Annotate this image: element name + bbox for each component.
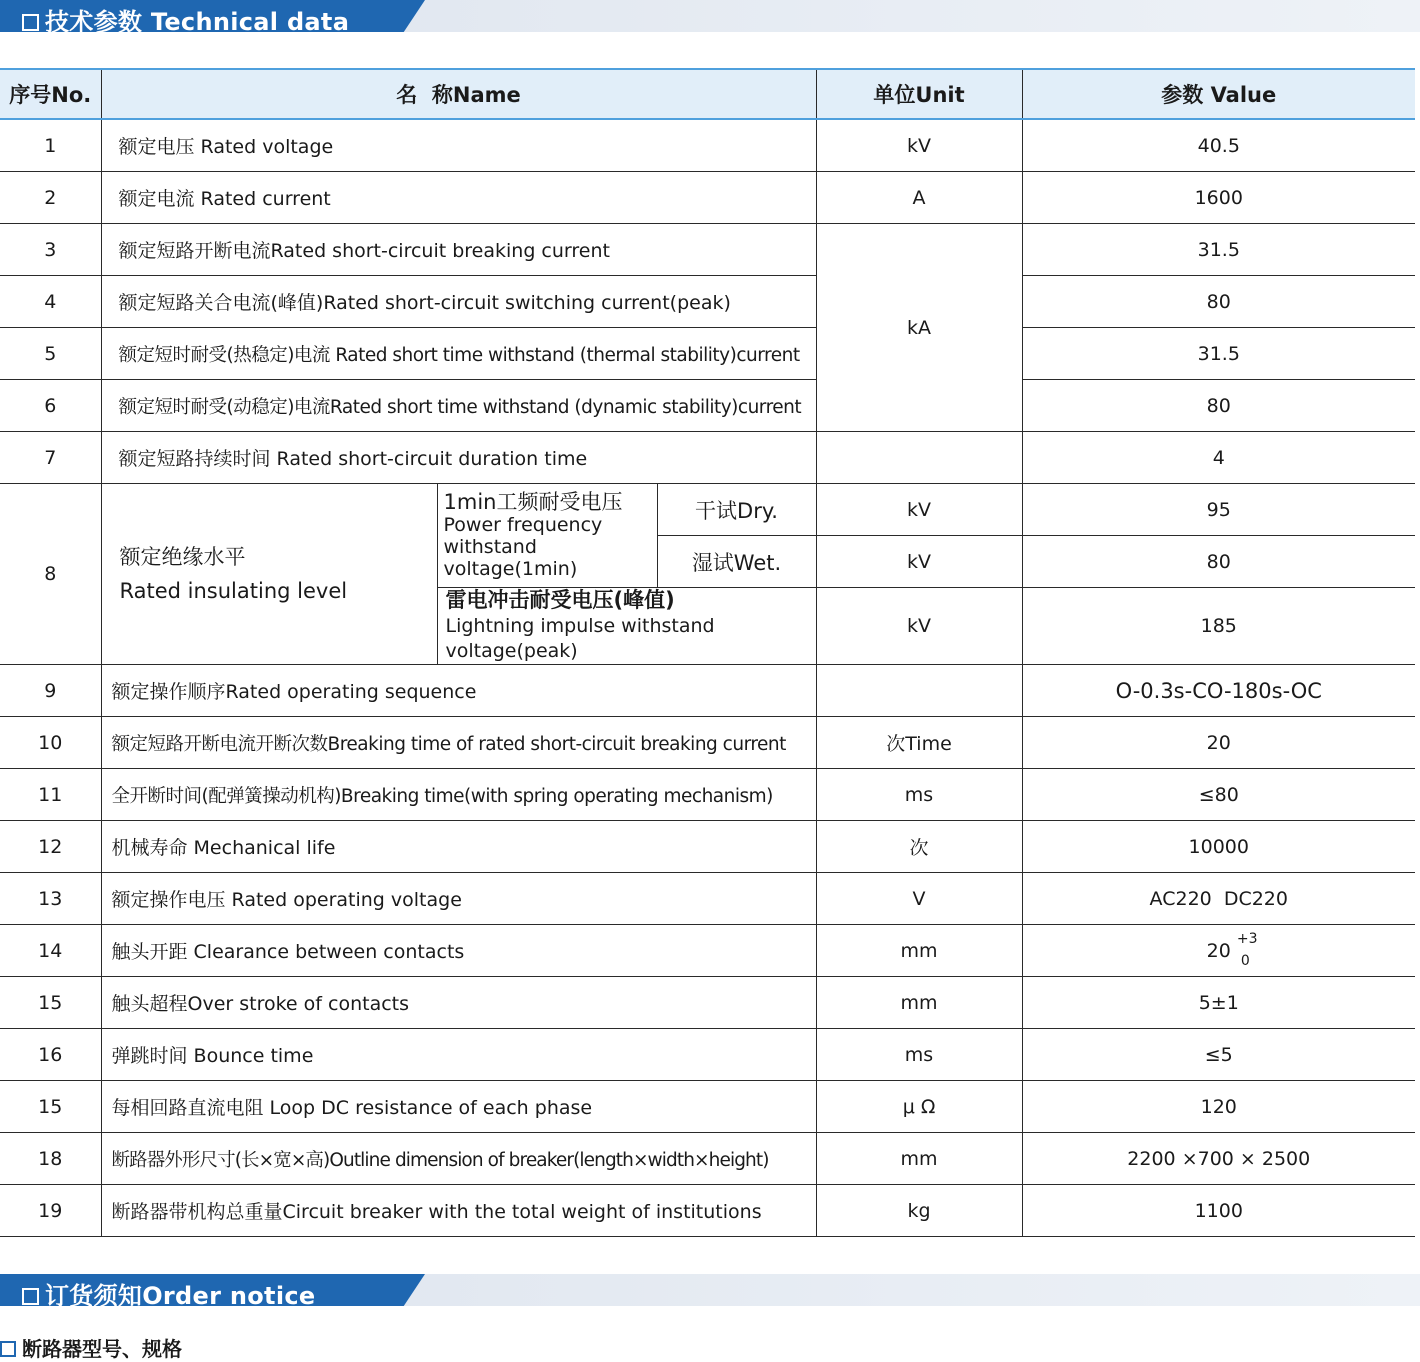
- row-name: 机械寿命 Mechanical life: [101, 821, 816, 873]
- tolerance-lower: 0: [1240, 952, 1250, 969]
- row-unit: kV: [816, 588, 1022, 665]
- row-name: 额定操作电压 Rated operating voltage: [101, 873, 816, 925]
- order-item-model: [0, 1333, 182, 1362]
- lightning-impulse-cn: 雷电冲击耐受电压(峰值): [445, 588, 675, 612]
- row-no: 4: [0, 276, 101, 328]
- table-row: [0, 380, 1415, 432]
- row-name: 额定短路开断电流Rated short-circuit breaking current: [101, 224, 816, 276]
- table-row: [0, 172, 1415, 224]
- row-no: 15: [0, 1081, 101, 1133]
- header-unit: 单位Unit: [816, 69, 1022, 119]
- row-value: 40.5: [1022, 119, 1415, 172]
- row-value: O-0.3s-CO-180s-OC: [1022, 665, 1415, 717]
- checkbox-icon: [0, 1341, 16, 1357]
- row-value: 80: [1022, 536, 1415, 588]
- row-no: 10: [0, 717, 101, 769]
- order-notice-header: [0, 1274, 1420, 1310]
- power-frequency-cell: [437, 484, 657, 588]
- row-unit: kV: [816, 536, 1022, 588]
- row-unit: [816, 665, 1022, 717]
- table-row: [0, 1185, 1415, 1237]
- checkbox-icon: [22, 1288, 39, 1305]
- wet-test-label: 湿试Wet.: [657, 536, 816, 588]
- insulating-level-cn: 额定绝缘水平: [119, 545, 246, 569]
- row-no: 8: [0, 484, 101, 665]
- lightning-impulse-cell: [437, 588, 816, 665]
- row-no: 19: [0, 1185, 101, 1237]
- row-unit: mm: [816, 925, 1022, 977]
- header-name: 名 称Name: [101, 69, 816, 119]
- insulating-level-title: [101, 484, 437, 665]
- row-no: 12: [0, 821, 101, 873]
- row-value: 185: [1022, 588, 1415, 665]
- row-unit: ms: [816, 1029, 1022, 1081]
- row-value: 31.5: [1022, 224, 1415, 276]
- row-no: 7: [0, 432, 101, 484]
- row-unit: kV: [816, 484, 1022, 536]
- insulating-level-en: Rated insulating level: [119, 579, 348, 603]
- row-unit: ms: [816, 769, 1022, 821]
- row-value: 80: [1022, 276, 1415, 328]
- table-header-row: [0, 69, 1415, 119]
- dry-test-label: 干试Dry.: [657, 484, 816, 536]
- row-name: 弹跳时间 Bounce time: [101, 1029, 816, 1081]
- row-no: 9: [0, 665, 101, 717]
- row-name: 额定操作顺序Rated operating sequence: [101, 665, 816, 717]
- row-unit: V: [816, 873, 1022, 925]
- row-unit: μ Ω: [816, 1081, 1022, 1133]
- table-row: [0, 665, 1415, 717]
- table-row: [0, 276, 1415, 328]
- row-unit: mm: [816, 1133, 1022, 1185]
- table-row: [0, 769, 1415, 821]
- row-value: [1022, 925, 1415, 977]
- row-value: 4: [1022, 432, 1415, 484]
- tolerance-value: [1206, 930, 1258, 969]
- row-name: 额定电流 Rated current: [101, 172, 816, 224]
- row-no: 14: [0, 925, 101, 977]
- row-no: 15: [0, 977, 101, 1029]
- row-name: 额定短路关合电流(峰值)Rated short-circuit switching current(peak): [101, 276, 816, 328]
- table-row: [0, 224, 1415, 276]
- section-title-text: 订货须知Order notice: [45, 1282, 316, 1310]
- row-name: 额定短时耐受(动稳定)电流Rated short time withstand (dynamic stability)current: [101, 380, 816, 432]
- row-unit: 次: [816, 821, 1022, 873]
- table-row: [0, 1133, 1415, 1185]
- row-unit: mm: [816, 977, 1022, 1029]
- table-row: [0, 432, 1415, 484]
- tolerance-base: 20: [1206, 939, 1231, 962]
- lightning-impulse-en: Lightning impulse withstand voltage(peak): [445, 615, 715, 662]
- row-name: 额定短路开断电流开断次数Breaking time of rated short-circuit breaking current: [101, 717, 816, 769]
- row-value: 2200 ×700 × 2500: [1022, 1133, 1415, 1185]
- row-unit: kV: [816, 119, 1022, 172]
- table-row-insulation-dry: [0, 484, 1415, 536]
- row-name: 全开断时间(配弹簧操动机构)Breaking time(with spring operating mechanism): [101, 769, 816, 821]
- row-name: 每相回路直流电阻 Loop DC resistance of each phase: [101, 1081, 816, 1133]
- row-value: AC220 DC220: [1022, 873, 1415, 925]
- row-name: 断路器外形尺寸(长×宽×高)Outline dimension of breaker(length×width×height): [101, 1133, 816, 1185]
- row-value: ≤5: [1022, 1029, 1415, 1081]
- checkbox-icon: [22, 14, 39, 31]
- row-name: 额定短时耐受(热稳定)电流 Rated short time withstand (thermal stability)current: [101, 328, 816, 380]
- row-no: 5: [0, 328, 101, 380]
- row-value: 1600: [1022, 172, 1415, 224]
- order-item-text: 断路器型号、规格: [22, 1337, 182, 1361]
- row-value: 10000: [1022, 821, 1415, 873]
- table-row: [0, 1081, 1415, 1133]
- power-frequency-cn: 1min工频耐受电压: [443, 490, 623, 514]
- section-title: [22, 1276, 315, 1311]
- row-name: 断路器带机构总重量Circuit breaker with the total weight of institutions: [101, 1185, 816, 1237]
- row-unit-merged: kA: [816, 224, 1022, 432]
- row-no: 13: [0, 873, 101, 925]
- table-row: [0, 925, 1415, 977]
- section-title-text: 技术参数 Technical data: [45, 8, 350, 36]
- power-frequency-en: Power frequency withstand voltage(1min): [443, 514, 603, 580]
- row-no: 18: [0, 1133, 101, 1185]
- row-unit: A: [816, 172, 1022, 224]
- table-row: [0, 119, 1415, 172]
- table-row: [0, 1029, 1415, 1081]
- row-no: 11: [0, 769, 101, 821]
- row-value: 80: [1022, 380, 1415, 432]
- technical-data-header: [0, 0, 1420, 36]
- row-unit: kg: [816, 1185, 1022, 1237]
- row-name: 额定电压 Rated voltage: [101, 119, 816, 172]
- table-row: [0, 821, 1415, 873]
- technical-data-table: [0, 68, 1415, 1237]
- row-value: 95: [1022, 484, 1415, 536]
- row-value: 120: [1022, 1081, 1415, 1133]
- row-value: 20: [1022, 717, 1415, 769]
- section-title: [22, 2, 349, 37]
- row-no: 3: [0, 224, 101, 276]
- row-name: 额定短路持续时间 Rated short-circuit duration time: [101, 432, 816, 484]
- row-name: 触头超程Over stroke of contacts: [101, 977, 816, 1029]
- row-unit: 次Time: [816, 717, 1022, 769]
- header-value: 参数 Value: [1022, 69, 1415, 119]
- row-name: 触头开距 Clearance between contacts: [101, 925, 816, 977]
- row-value: 31.5: [1022, 328, 1415, 380]
- tolerance-upper: +3: [1236, 930, 1258, 947]
- table-row: [0, 977, 1415, 1029]
- row-unit: [816, 432, 1022, 484]
- row-no: 2: [0, 172, 101, 224]
- row-no: 6: [0, 380, 101, 432]
- table-row: [0, 873, 1415, 925]
- row-no: 1: [0, 119, 101, 172]
- row-value: 5±1: [1022, 977, 1415, 1029]
- table-row: [0, 717, 1415, 769]
- row-value: 1100: [1022, 1185, 1415, 1237]
- row-value: ≤80: [1022, 769, 1415, 821]
- table-row: [0, 328, 1415, 380]
- row-no: 16: [0, 1029, 101, 1081]
- header-no: 序号No.: [0, 69, 101, 119]
